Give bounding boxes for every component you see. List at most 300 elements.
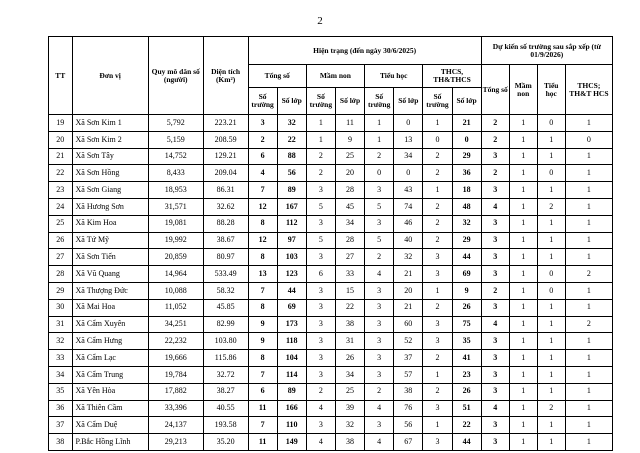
cell-planned-total: 4 — [481, 198, 509, 215]
cell-total-classes: 110 — [277, 417, 306, 434]
col-area: Diện tích (Km²) — [203, 37, 248, 115]
cell-unit: Xã Cẩm Trung — [72, 366, 148, 383]
cell-population: 11,052 — [148, 299, 203, 316]
col-schools: Số trường — [306, 88, 335, 115]
cell-secondary-schools: 3 — [423, 333, 452, 350]
cell-secondary-schools: 2 — [423, 299, 452, 316]
cell-area: 40.55 — [203, 400, 248, 417]
cell-planned-preschool: 1 — [509, 131, 537, 148]
cell-secondary-schools: 2 — [423, 148, 452, 165]
table-row — [49, 434, 613, 451]
cell-primary-schools: 2 — [365, 249, 394, 266]
cell-preschool-classes: 45 — [335, 198, 364, 215]
cell-secondary-classes: 21 — [452, 115, 481, 132]
cell-planned-primary: 1 — [537, 299, 565, 316]
cell-total-schools: 6 — [248, 148, 277, 165]
cell-area: 223.21 — [203, 115, 248, 132]
table-row — [49, 232, 613, 249]
col-planned-preschool: Mầm non — [509, 65, 537, 115]
cell-preschool-classes: 33 — [335, 266, 364, 283]
schools-table — [48, 36, 613, 451]
cell-area: 80.97 — [203, 249, 248, 266]
cell-tt: 37 — [49, 417, 73, 434]
cell-total-schools: 11 — [248, 434, 277, 451]
col-primary: Tiểu học — [365, 65, 423, 88]
cell-unit: Xã Cẩm Xuyên — [72, 316, 148, 333]
cell-total-classes: 149 — [277, 434, 306, 451]
cell-unit: Xã Yên Hòa — [72, 383, 148, 400]
cell-total-schools: 3 — [248, 115, 277, 132]
cell-planned-preschool: 1 — [509, 266, 537, 283]
cell-planned-secondary: 1 — [565, 198, 612, 215]
cell-total-schools: 11 — [248, 400, 277, 417]
cell-preschool-classes: 31 — [335, 333, 364, 350]
cell-planned-total: 3 — [481, 417, 509, 434]
cell-primary-schools: 0 — [365, 165, 394, 182]
cell-tt: 32 — [49, 333, 73, 350]
cell-secondary-schools: 2 — [423, 215, 452, 232]
cell-planned-primary: 1 — [537, 366, 565, 383]
cell-planned-secondary: 1 — [565, 282, 612, 299]
cell-planned-primary: 0 — [537, 165, 565, 182]
table-row — [49, 350, 613, 367]
cell-population: 20,859 — [148, 249, 203, 266]
cell-tt: 26 — [49, 232, 73, 249]
cell-tt: 35 — [49, 383, 73, 400]
cell-planned-secondary: 1 — [565, 434, 612, 451]
col-preschool: Mầm non — [306, 65, 364, 88]
col-planned-total: Tổng số — [481, 65, 509, 115]
cell-primary-classes: 40 — [394, 232, 423, 249]
cell-tt: 22 — [49, 165, 73, 182]
cell-total-classes: 104 — [277, 350, 306, 367]
cell-planned-secondary: 1 — [565, 366, 612, 383]
cell-planned-preschool: 1 — [509, 383, 537, 400]
cell-planned-total: 3 — [481, 249, 509, 266]
cell-tt: 28 — [49, 266, 73, 283]
cell-area: 32.62 — [203, 198, 248, 215]
cell-total-schools: 8 — [248, 249, 277, 266]
col-schools: Số trường — [423, 88, 452, 115]
cell-area: 38.27 — [203, 383, 248, 400]
cell-preschool-schools: 3 — [306, 316, 335, 333]
cell-tt: 33 — [49, 350, 73, 367]
cell-total-classes: 89 — [277, 182, 306, 199]
cell-planned-preschool: 1 — [509, 232, 537, 249]
cell-primary-schools: 2 — [365, 383, 394, 400]
cell-total-classes: 112 — [277, 215, 306, 232]
cell-primary-schools: 1 — [365, 115, 394, 132]
cell-area: 38.67 — [203, 232, 248, 249]
cell-primary-classes: 21 — [394, 266, 423, 283]
cell-total-schools: 4 — [248, 165, 277, 182]
cell-planned-secondary: 2 — [565, 316, 612, 333]
cell-planned-primary: 0 — [537, 266, 565, 283]
cell-total-schools: 12 — [248, 198, 277, 215]
cell-preschool-classes: 20 — [335, 165, 364, 182]
cell-secondary-classes: 75 — [452, 316, 481, 333]
cell-preschool-schools: 4 — [306, 400, 335, 417]
cell-primary-schools: 3 — [365, 299, 394, 316]
cell-primary-schools: 4 — [365, 266, 394, 283]
cell-population: 29,213 — [148, 434, 203, 451]
cell-preschool-schools: 3 — [306, 299, 335, 316]
cell-total-schools: 8 — [248, 299, 277, 316]
cell-planned-preschool: 1 — [509, 282, 537, 299]
cell-preschool-classes: 27 — [335, 249, 364, 266]
cell-primary-schools: 3 — [365, 215, 394, 232]
cell-area: 88.28 — [203, 215, 248, 232]
cell-area: 533.49 — [203, 266, 248, 283]
cell-planned-secondary: 1 — [565, 383, 612, 400]
cell-planned-preschool: 1 — [509, 148, 537, 165]
cell-preschool-classes: 9 — [335, 131, 364, 148]
cell-unit: Xã Sơn Kim 1 — [72, 115, 148, 132]
cell-primary-schools: 2 — [365, 148, 394, 165]
cell-planned-secondary: 1 — [565, 115, 612, 132]
cell-secondary-classes: 18 — [452, 182, 481, 199]
col-population: Quy mô dân số (người) — [148, 37, 203, 115]
cell-tt: 38 — [49, 434, 73, 451]
cell-primary-classes: 0 — [394, 115, 423, 132]
cell-primary-classes: 74 — [394, 198, 423, 215]
cell-population: 19,081 — [148, 215, 203, 232]
cell-planned-primary: 2 — [537, 400, 565, 417]
cell-planned-secondary: 1 — [565, 299, 612, 316]
cell-planned-primary: 1 — [537, 249, 565, 266]
cell-planned-total: 3 — [481, 299, 509, 316]
cell-planned-total: 3 — [481, 232, 509, 249]
cell-total-schools: 8 — [248, 350, 277, 367]
cell-planned-preschool: 1 — [509, 417, 537, 434]
cell-primary-schools: 3 — [365, 333, 394, 350]
cell-planned-preschool: 1 — [509, 316, 537, 333]
cell-total-classes: 166 — [277, 400, 306, 417]
cell-total-schools: 9 — [248, 316, 277, 333]
cell-planned-primary: 1 — [537, 316, 565, 333]
cell-planned-total: 3 — [481, 182, 509, 199]
cell-secondary-classes: 51 — [452, 400, 481, 417]
col-schools: Số trường — [365, 88, 394, 115]
cell-primary-schools: 5 — [365, 198, 394, 215]
cell-total-schools: 8 — [248, 215, 277, 232]
cell-total-classes: 103 — [277, 249, 306, 266]
cell-preschool-classes: 34 — [335, 215, 364, 232]
cell-planned-primary: 1 — [537, 182, 565, 199]
cell-planned-total: 3 — [481, 215, 509, 232]
cell-planned-secondary: 1 — [565, 417, 612, 434]
cell-population: 14,752 — [148, 148, 203, 165]
cell-planned-primary: 1 — [537, 148, 565, 165]
cell-unit: Xã Thượng Đức — [72, 282, 148, 299]
cell-secondary-classes: 36 — [452, 165, 481, 182]
cell-primary-schools: 3 — [365, 350, 394, 367]
cell-tt: 36 — [49, 400, 73, 417]
table-row — [49, 165, 613, 182]
cell-secondary-classes: 29 — [452, 232, 481, 249]
cell-secondary-schools: 1 — [423, 282, 452, 299]
cell-area: 208.59 — [203, 131, 248, 148]
cell-secondary-classes: 26 — [452, 299, 481, 316]
cell-preschool-schools: 5 — [306, 232, 335, 249]
cell-preschool-classes: 25 — [335, 383, 364, 400]
table-row — [49, 299, 613, 316]
cell-tt: 20 — [49, 131, 73, 148]
cell-preschool-classes: 28 — [335, 182, 364, 199]
cell-preschool-schools: 3 — [306, 366, 335, 383]
cell-planned-total: 3 — [481, 266, 509, 283]
cell-population: 8,433 — [148, 165, 203, 182]
cell-total-schools: 7 — [248, 282, 277, 299]
cell-planned-preschool: 1 — [509, 215, 537, 232]
table-row — [49, 115, 613, 132]
cell-planned-primary: 0 — [537, 282, 565, 299]
cell-secondary-schools: 1 — [423, 115, 452, 132]
table-row — [49, 148, 613, 165]
cell-secondary-classes: 23 — [452, 366, 481, 383]
cell-secondary-schools: 3 — [423, 266, 452, 283]
cell-preschool-schools: 3 — [306, 249, 335, 266]
cell-unit: Xã Thiên Cầm — [72, 400, 148, 417]
page-number: 2 — [317, 15, 323, 27]
cell-total-schools: 9 — [248, 333, 277, 350]
cell-total-schools: 7 — [248, 417, 277, 434]
table-row — [49, 215, 613, 232]
cell-secondary-schools: 1 — [423, 417, 452, 434]
cell-unit: P.Bắc Hồng Lĩnh — [72, 434, 148, 451]
cell-planned-total: 3 — [481, 333, 509, 350]
cell-preschool-classes: 22 — [335, 299, 364, 316]
cell-planned-preschool: 1 — [509, 350, 537, 367]
cell-secondary-classes: 22 — [452, 417, 481, 434]
cell-secondary-classes: 44 — [452, 249, 481, 266]
cell-preschool-schools: 2 — [306, 148, 335, 165]
cell-total-classes: 22 — [277, 131, 306, 148]
table-row — [49, 417, 613, 434]
cell-secondary-classes: 48 — [452, 198, 481, 215]
col-classes: Số lớp — [394, 88, 423, 115]
cell-primary-classes: 43 — [394, 182, 423, 199]
cell-primary-schools: 3 — [365, 366, 394, 383]
cell-planned-total: 2 — [481, 165, 509, 182]
cell-planned-secondary: 2 — [565, 266, 612, 283]
cell-total-schools: 12 — [248, 232, 277, 249]
cell-total-schools: 7 — [248, 182, 277, 199]
cell-unit: Xã Sơn Hồng — [72, 165, 148, 182]
cell-primary-classes: 56 — [394, 417, 423, 434]
cell-area: 82.99 — [203, 316, 248, 333]
cell-unit: Xã Hương Sơn — [72, 198, 148, 215]
cell-planned-total: 3 — [481, 350, 509, 367]
table-row — [49, 266, 613, 283]
cell-primary-classes: 37 — [394, 350, 423, 367]
cell-primary-classes: 57 — [394, 366, 423, 383]
cell-primary-classes: 20 — [394, 282, 423, 299]
cell-total-classes: 167 — [277, 198, 306, 215]
cell-planned-preschool: 1 — [509, 165, 537, 182]
cell-primary-schools: 1 — [365, 131, 394, 148]
cell-primary-classes: 60 — [394, 316, 423, 333]
cell-secondary-classes: 26 — [452, 383, 481, 400]
table-row — [49, 131, 613, 148]
cell-population: 19,992 — [148, 232, 203, 249]
cell-primary-classes: 52 — [394, 333, 423, 350]
col-classes: Số lớp — [452, 88, 481, 115]
cell-planned-secondary: 1 — [565, 350, 612, 367]
cell-tt: 24 — [49, 198, 73, 215]
cell-area: 103.80 — [203, 333, 248, 350]
cell-planned-primary: 1 — [537, 131, 565, 148]
cell-preschool-classes: 11 — [335, 115, 364, 132]
table-row — [49, 333, 613, 350]
cell-planned-total: 3 — [481, 148, 509, 165]
cell-total-classes: 118 — [277, 333, 306, 350]
col-tt: TT — [49, 37, 73, 115]
cell-secondary-classes: 0 — [452, 131, 481, 148]
cell-unit: Xã Kim Hoa — [72, 215, 148, 232]
cell-planned-primary: 2 — [537, 198, 565, 215]
cell-planned-primary: 1 — [537, 333, 565, 350]
cell-preschool-classes: 38 — [335, 434, 364, 451]
cell-population: 33,396 — [148, 400, 203, 417]
cell-area: 193.58 — [203, 417, 248, 434]
cell-tt: 19 — [49, 115, 73, 132]
cell-preschool-classes: 15 — [335, 282, 364, 299]
cell-planned-preschool: 1 — [509, 434, 537, 451]
cell-secondary-classes: 9 — [452, 282, 481, 299]
cell-area: 35.20 — [203, 434, 248, 451]
cell-planned-secondary: 1 — [565, 165, 612, 182]
table-row — [49, 400, 613, 417]
cell-planned-primary: 0 — [537, 115, 565, 132]
cell-secondary-schools: 2 — [423, 383, 452, 400]
cell-planned-preschool: 1 — [509, 333, 537, 350]
cell-secondary-classes: 44 — [452, 434, 481, 451]
cell-population: 10,088 — [148, 282, 203, 299]
cell-unit: Xã Vũ Quang — [72, 266, 148, 283]
cell-planned-total: 4 — [481, 316, 509, 333]
cell-preschool-classes: 25 — [335, 148, 364, 165]
col-unit: Đơn vị — [72, 37, 148, 115]
cell-total-classes: 69 — [277, 299, 306, 316]
cell-population: 17,882 — [148, 383, 203, 400]
cell-planned-secondary: 1 — [565, 333, 612, 350]
cell-secondary-schools: 2 — [423, 232, 452, 249]
col-secondary: THCS, TH&THCS — [423, 65, 481, 88]
cell-preschool-classes: 34 — [335, 366, 364, 383]
cell-total-classes: 44 — [277, 282, 306, 299]
cell-secondary-schools: 3 — [423, 434, 452, 451]
cell-secondary-classes: 32 — [452, 215, 481, 232]
cell-planned-secondary: 1 — [565, 215, 612, 232]
cell-area: 32.72 — [203, 366, 248, 383]
cell-population: 19,666 — [148, 350, 203, 367]
cell-preschool-schools: 2 — [306, 165, 335, 182]
cell-population: 19,784 — [148, 366, 203, 383]
cell-secondary-schools: 3 — [423, 249, 452, 266]
cell-primary-classes: 38 — [394, 383, 423, 400]
cell-tt: 31 — [49, 316, 73, 333]
cell-preschool-classes: 32 — [335, 417, 364, 434]
cell-preschool-classes: 26 — [335, 350, 364, 367]
cell-total-classes: 123 — [277, 266, 306, 283]
cell-tt: 21 — [49, 148, 73, 165]
cell-planned-secondary: 0 — [565, 131, 612, 148]
cell-planned-preschool: 1 — [509, 198, 537, 215]
cell-population: 31,571 — [148, 198, 203, 215]
cell-population: 5,159 — [148, 131, 203, 148]
cell-area: 209.04 — [203, 165, 248, 182]
cell-tt: 34 — [49, 366, 73, 383]
cell-secondary-schools: 3 — [423, 316, 452, 333]
cell-population: 18,953 — [148, 182, 203, 199]
cell-secondary-schools: 0 — [423, 131, 452, 148]
cell-preschool-classes: 39 — [335, 400, 364, 417]
col-schools: Số trường — [248, 88, 277, 115]
cell-primary-classes: 21 — [394, 299, 423, 316]
cell-secondary-classes: 41 — [452, 350, 481, 367]
cell-planned-secondary: 1 — [565, 148, 612, 165]
table-row — [49, 316, 613, 333]
cell-tt: 27 — [49, 249, 73, 266]
cell-unit: Xã Mai Hoa — [72, 299, 148, 316]
cell-area: 58.32 — [203, 282, 248, 299]
cell-planned-preschool: 1 — [509, 366, 537, 383]
cell-secondary-schools: 2 — [423, 165, 452, 182]
cell-preschool-schools: 1 — [306, 131, 335, 148]
cell-unit: Xã Sơn Kim 2 — [72, 131, 148, 148]
cell-secondary-classes: 35 — [452, 333, 481, 350]
cell-primary-classes: 34 — [394, 148, 423, 165]
cell-planned-total: 3 — [481, 383, 509, 400]
col-planned-secondary: THCS; TH&T HCS — [565, 65, 612, 115]
cell-preschool-schools: 3 — [306, 333, 335, 350]
cell-preschool-schools: 3 — [306, 417, 335, 434]
cell-unit: Xã Cẩm Lạc — [72, 350, 148, 367]
cell-secondary-schools: 3 — [423, 400, 452, 417]
cell-population: 5,792 — [148, 115, 203, 132]
table-body — [49, 115, 613, 451]
cell-preschool-schools: 2 — [306, 383, 335, 400]
cell-total-classes: 114 — [277, 366, 306, 383]
cell-population: 14,964 — [148, 266, 203, 283]
cell-primary-schools: 4 — [365, 434, 394, 451]
cell-total-schools: 7 — [248, 366, 277, 383]
cell-unit: Xã Tứ Mỹ — [72, 232, 148, 249]
cell-unit: Xã Cẩm Hưng — [72, 333, 148, 350]
cell-planned-total: 3 — [481, 434, 509, 451]
cell-area: 115.86 — [203, 350, 248, 367]
cell-area: 129.21 — [203, 148, 248, 165]
cell-unit: Xã Sơn Tây — [72, 148, 148, 165]
cell-total-classes: 97 — [277, 232, 306, 249]
cell-preschool-schools: 3 — [306, 215, 335, 232]
cell-planned-preschool: 1 — [509, 299, 537, 316]
cell-primary-classes: 0 — [394, 165, 423, 182]
cell-preschool-schools: 3 — [306, 282, 335, 299]
cell-secondary-classes: 29 — [452, 148, 481, 165]
cell-total-schools: 6 — [248, 383, 277, 400]
cell-primary-schools: 5 — [365, 232, 394, 249]
cell-planned-total: 2 — [481, 131, 509, 148]
cell-population: 24,137 — [148, 417, 203, 434]
cell-secondary-schools: 2 — [423, 198, 452, 215]
table-row — [49, 182, 613, 199]
cell-preschool-schools: 6 — [306, 266, 335, 283]
cell-planned-preschool: 1 — [509, 249, 537, 266]
cell-population: 22,232 — [148, 333, 203, 350]
cell-primary-classes: 46 — [394, 215, 423, 232]
